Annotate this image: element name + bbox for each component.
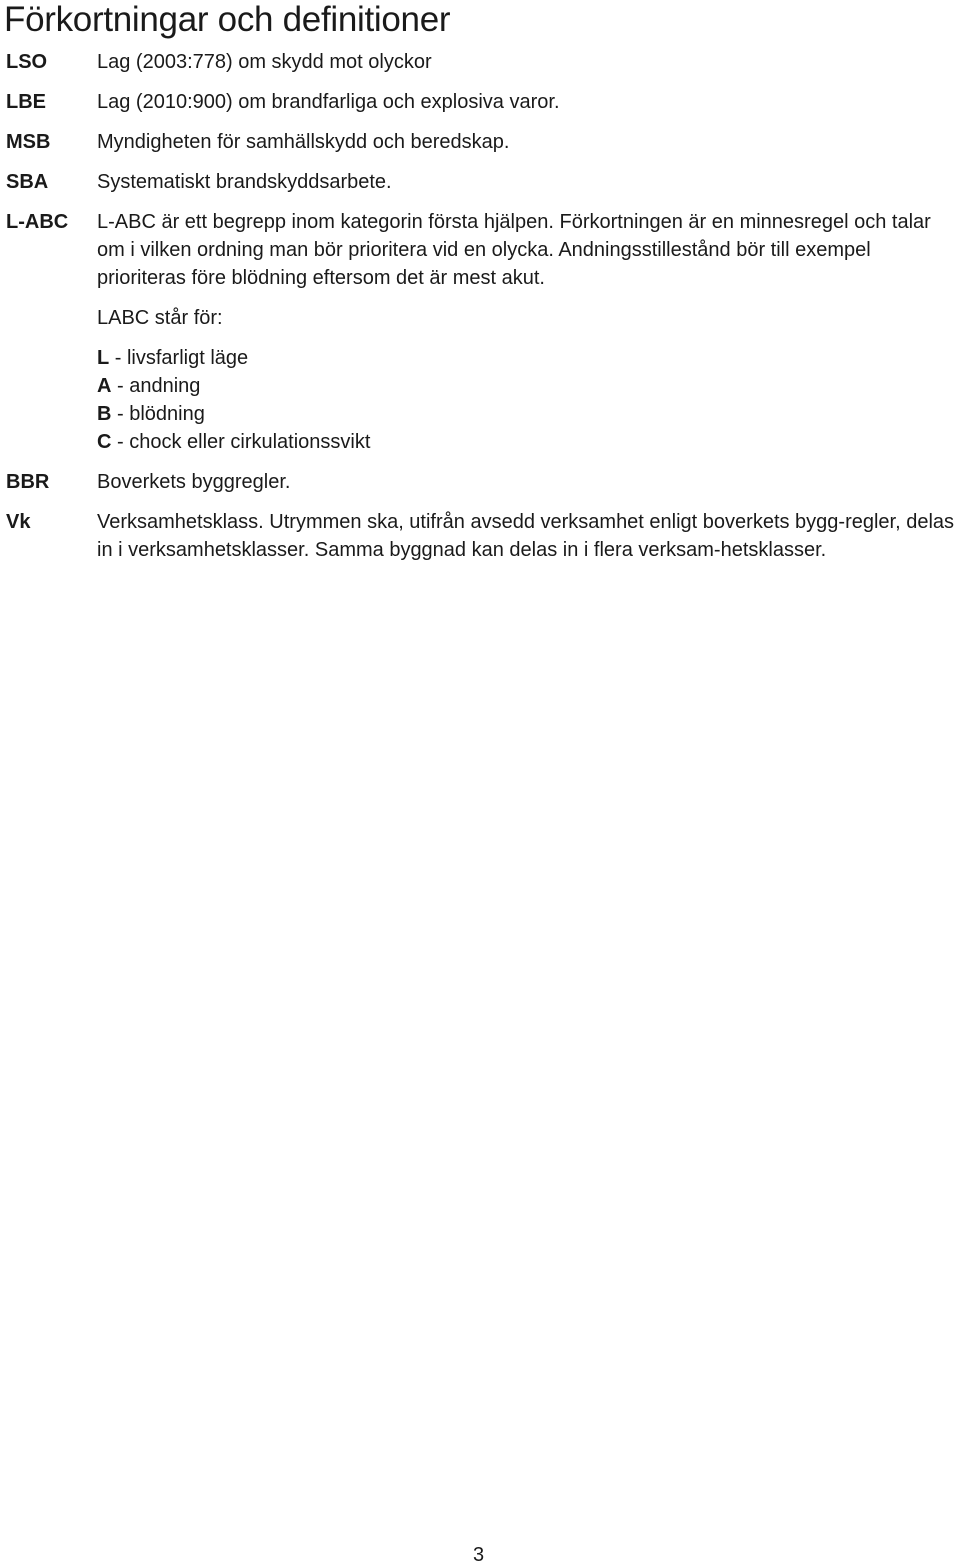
term-abbreviation: LBE: [6, 91, 46, 113]
labc-description: - chock eller cirkulationssvikt: [111, 431, 371, 453]
labc-letter: L: [97, 347, 110, 369]
labc-list-item: [97, 428, 955, 456]
labc-description: - blödning: [111, 403, 205, 425]
term-definition: [97, 48, 955, 76]
labc-list-item: [97, 372, 955, 400]
labc-letter: B: [97, 403, 112, 425]
definition-text: Boverkets byggregler.: [97, 471, 291, 493]
definition-sba: [0, 168, 960, 196]
labc-letter: A: [97, 375, 112, 397]
term-abbreviation: MSB: [6, 131, 51, 153]
definition-text: Systematiskt brandskyddsarbete.: [97, 171, 392, 193]
term-abbreviation: Vk: [6, 511, 31, 533]
term-definition: [97, 508, 955, 564]
labc-list-item: [97, 344, 955, 372]
term-definition: [97, 128, 955, 156]
definition-bbr: [0, 468, 960, 496]
definition-msb: [0, 128, 960, 156]
labc-description: - andning: [111, 375, 201, 397]
page-title: Förkortningar och definitioner: [4, 0, 451, 39]
definition-text: Verksamhetsklass. Utrymmen ska, utifrån avsedd verksamhet enligt boverkets bygg-regler, delas in i verksamhetsklasser. Samma byggnad kan delas in i flera verksam-hetsklasser.: [97, 511, 955, 561]
definition-lbe: [0, 88, 960, 116]
definitions-list: [0, 48, 960, 564]
page-number: 3: [473, 1544, 485, 1566]
term-abbreviation: BBR: [6, 471, 50, 493]
labc-list: [97, 344, 955, 456]
term-definition: [97, 208, 955, 456]
term-abbreviation: L-ABC: [6, 211, 69, 233]
definition-vk: [0, 508, 960, 564]
definition-text: Lag (2003:778) om skydd mot olyckor: [97, 51, 432, 73]
labc-description: - livsfarligt läge: [109, 347, 249, 369]
term-definition: [97, 168, 955, 196]
term-definition: [97, 88, 955, 116]
term-definition: [97, 468, 955, 496]
definition-lso: [0, 48, 960, 76]
definition-text: Lag (2010:900) om brandfarliga och explosiva varor.: [97, 91, 560, 113]
term-abbreviation: LSO: [6, 51, 48, 73]
labc-list-item: [97, 400, 955, 428]
definition-text: Myndigheten för samhällskydd och beredskap.: [97, 131, 510, 153]
definition-l-abc: [0, 208, 960, 456]
definition-text: L-ABC är ett begrepp inom kategorin första hjälpen. Förkortningen är en minnesregel och talar om i vilken ordning man bör prioritera vid en olycka. Andningsstillestånd bör till exempel prioriteras före blödning eftersom det är mest akut.: [97, 211, 931, 289]
labc-intro: LABC står för:: [97, 307, 223, 329]
labc-letter: C: [97, 431, 112, 453]
term-abbreviation: SBA: [6, 171, 49, 193]
